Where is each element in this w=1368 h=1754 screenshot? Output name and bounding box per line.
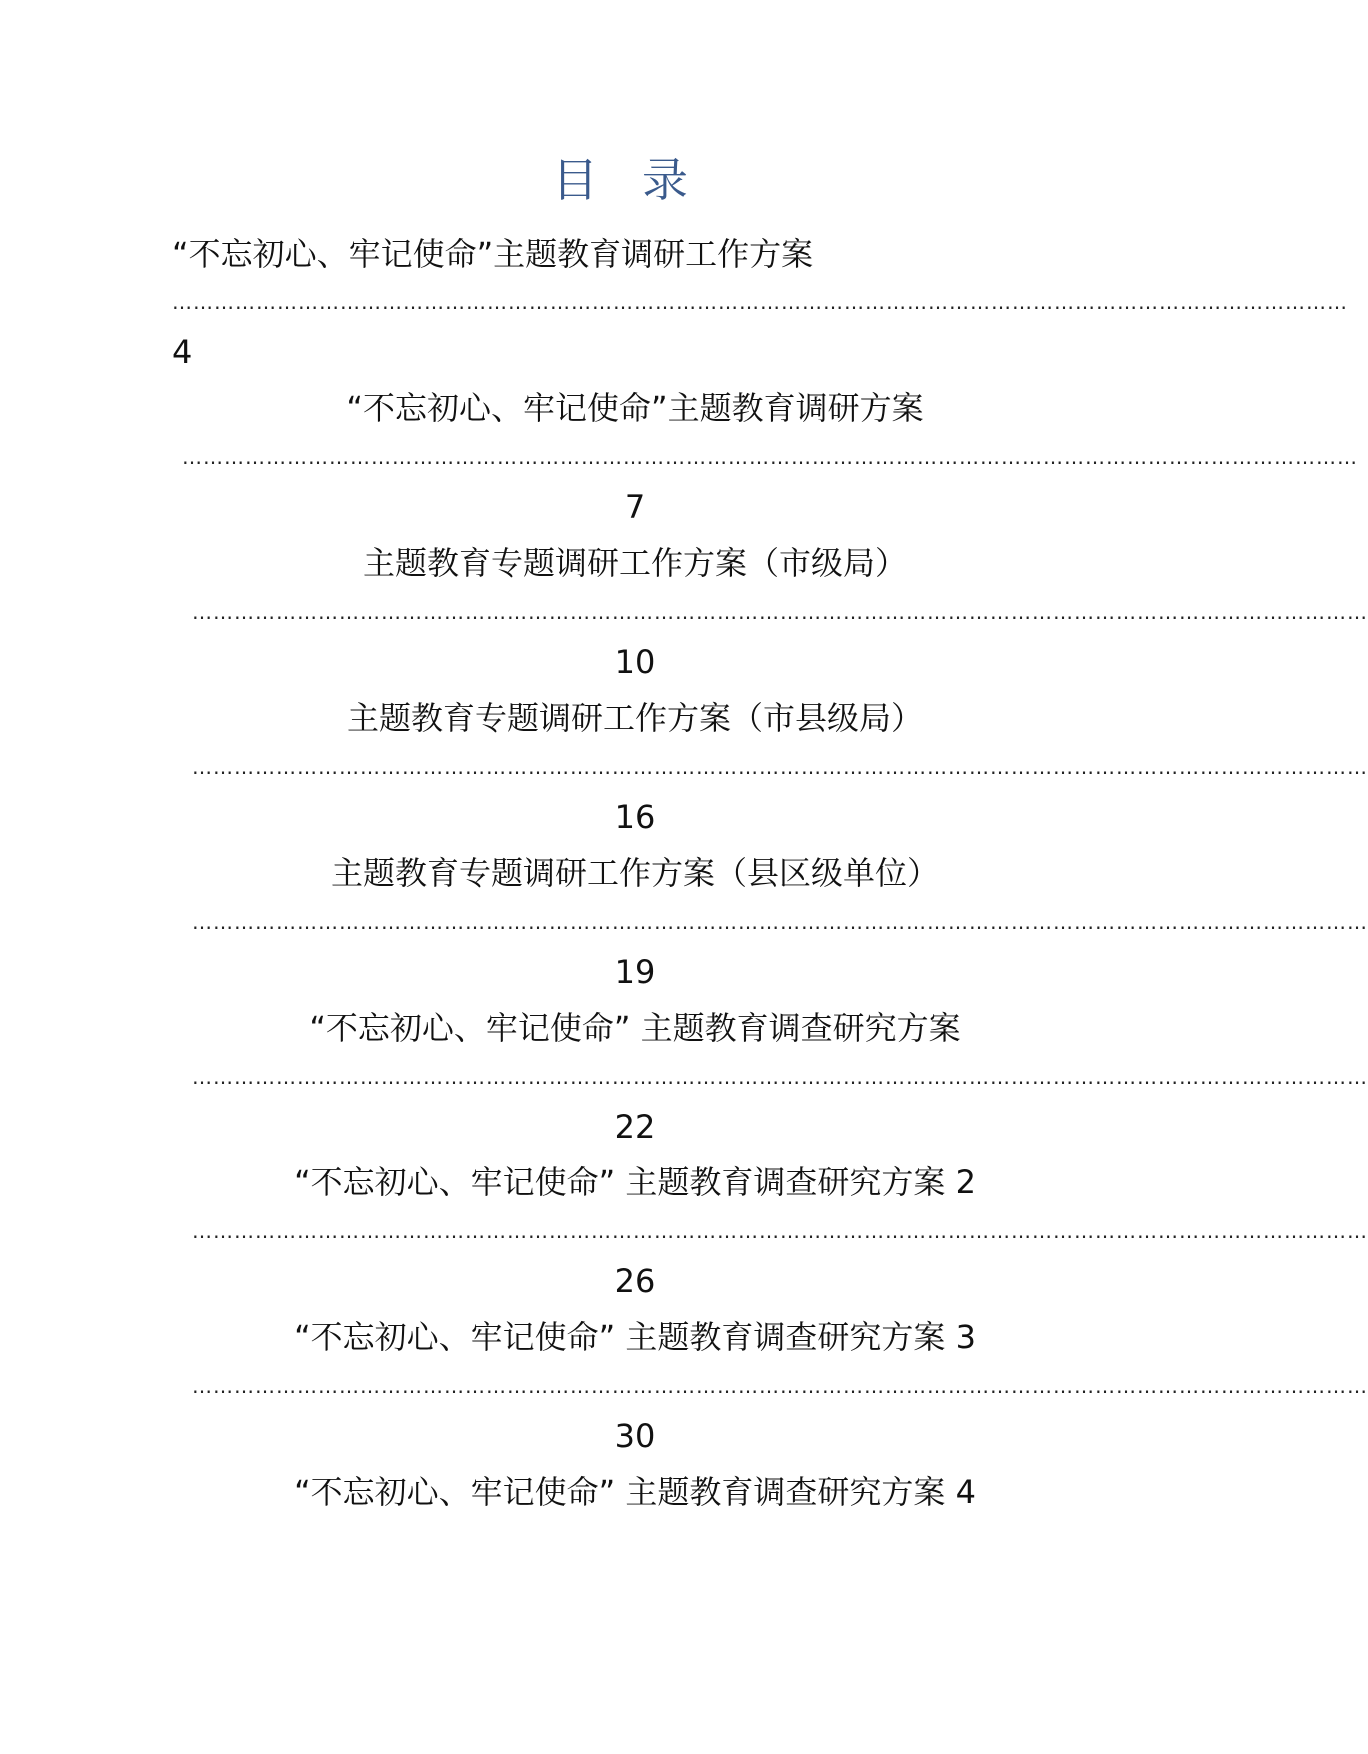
toc-entry-page-number: 19 <box>614 953 656 991</box>
toc-entry-page-number: 10 <box>614 643 656 681</box>
toc-entry-title[interactable]: “不忘初心、牢记使命”主题教育调研方案 <box>346 389 924 427</box>
toc-entry-page-number: 26 <box>614 1262 656 1300</box>
toc-entry-page-number: 4 <box>172 333 193 371</box>
toc-leader-dots: …………………………………………………………………………………………………………………………………………………… <box>182 445 1358 469</box>
toc-entry-page-number: 30 <box>614 1417 656 1455</box>
toc-entry-title[interactable]: “不忘初心、牢记使命”主题教育调研工作方案 <box>172 235 814 273</box>
toc-entry-page-number: 7 <box>624 488 646 526</box>
toc-entry-title[interactable]: “不忘初心、牢记使命” 主题教育调查研究方案 3 <box>294 1318 976 1356</box>
toc-leader-dots: …………………………………………………………………………………………………………………………………………………… <box>192 910 1368 934</box>
toc-entry-title[interactable]: “不忘初心、牢记使命” 主题教育调查研究方案 2 <box>294 1163 976 1201</box>
toc-entry-page-number: 16 <box>614 798 656 836</box>
toc-leader-dots: …………………………………………………………………………………………………………………………………………………… <box>192 1374 1368 1398</box>
toc-entry-title[interactable]: 主题教育专题调研工作方案（市级局） <box>362 544 907 582</box>
toc-leader-dots: …………………………………………………………………………………………………………………………………………………… <box>192 600 1368 624</box>
toc-leader-dots: …………………………………………………………………………………………………………………………………………………… <box>172 290 1348 314</box>
toc-entry-page-number: 22 <box>614 1108 656 1146</box>
toc-heading: 目录 <box>552 153 732 207</box>
toc-leader-dots: …………………………………………………………………………………………………………………………………………………… <box>192 1065 1368 1089</box>
toc-entry-title[interactable]: “不忘初心、牢记使命” 主题教育调查研究方案 4 <box>294 1473 976 1511</box>
toc-leader-dots: …………………………………………………………………………………………………………………………………………………… <box>192 1219 1368 1243</box>
toc-entry-title[interactable]: 主题教育专题调研工作方案（县区级单位） <box>330 854 939 892</box>
toc-entry-title[interactable]: 主题教育专题调研工作方案（市县级局） <box>346 699 923 737</box>
toc-leader-dots: …………………………………………………………………………………………………………………………………………………… <box>192 755 1368 779</box>
toc-entry-title[interactable]: “不忘初心、牢记使命” 主题教育调查研究方案 <box>309 1009 961 1047</box>
